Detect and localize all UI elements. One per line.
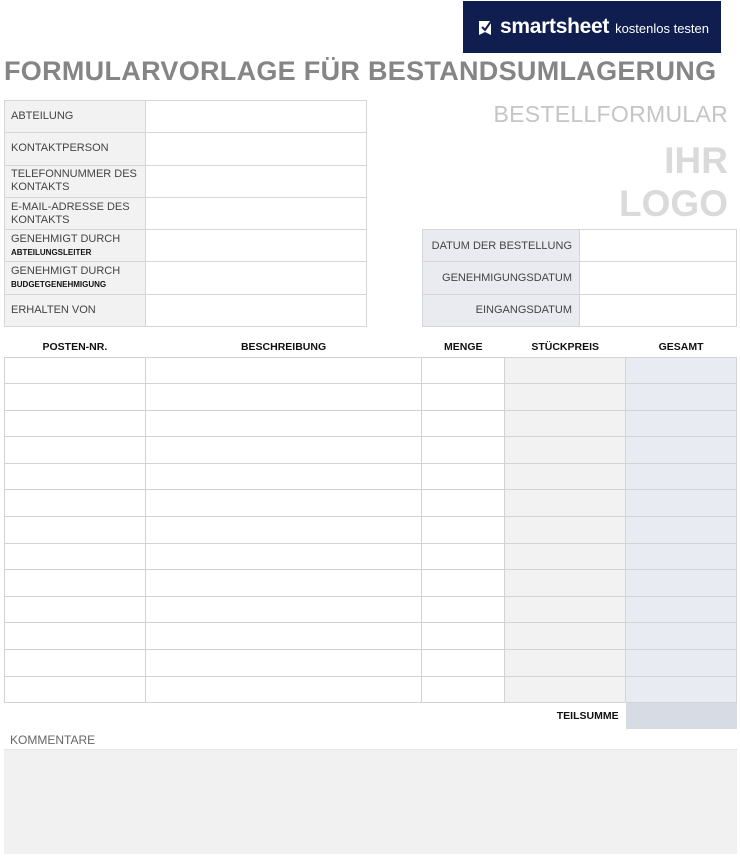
table-cell[interactable]: [422, 676, 505, 703]
table-cell[interactable]: [626, 650, 737, 677]
table-cell[interactable]: [5, 463, 146, 490]
table-cell[interactable]: [505, 543, 626, 570]
table-cell[interactable]: [5, 517, 146, 544]
table-cell[interactable]: [422, 623, 505, 650]
info-row: [5, 101, 367, 133]
info-label-text: TELEFONNUMMER DES KONTAKTS: [11, 168, 137, 194]
date-value-field[interactable]: [580, 230, 737, 262]
table-cell[interactable]: [505, 410, 626, 437]
column-header: POSTEN-NR.: [42, 341, 108, 354]
form-type-label: BESTELLFORMULAR: [493, 101, 728, 127]
table-cell[interactable]: [145, 357, 422, 384]
info-value-field[interactable]: [146, 262, 367, 294]
column-header: BESCHREIBUNG: [240, 341, 327, 354]
table-cell[interactable]: [505, 676, 626, 703]
info-label: [5, 230, 146, 262]
column-header: MENGE: [444, 341, 483, 354]
info-sublabel: BUDGETGENEHMIGUNG: [11, 280, 107, 290]
table-cell[interactable]: [145, 676, 422, 703]
info-value-field[interactable]: [146, 165, 367, 197]
logo-placeholder-line1: IHR: [664, 140, 728, 181]
info-row: [5, 294, 367, 326]
table-row: [5, 676, 737, 703]
info-label: [5, 133, 146, 165]
table-cell[interactable]: [505, 490, 626, 517]
table-cell[interactable]: [5, 410, 146, 437]
table-cell[interactable]: [145, 437, 422, 464]
table-row: [5, 517, 737, 544]
table-cell[interactable]: [505, 463, 626, 490]
logo-placeholder-line2: LOGO: [619, 183, 728, 224]
table-cell[interactable]: [505, 570, 626, 597]
table-cell[interactable]: [505, 384, 626, 411]
brand-name: smartsheet: [500, 15, 610, 38]
table-cell[interactable]: [145, 410, 422, 437]
table-row: [5, 490, 737, 517]
info-label-text: E-MAIL-ADRESSE DES KONTAKTS: [11, 200, 130, 226]
date-row: [423, 294, 737, 326]
table-row: [5, 650, 737, 677]
info-value-field[interactable]: [146, 197, 367, 229]
table-cell[interactable]: [626, 570, 737, 597]
table-cell[interactable]: [5, 623, 146, 650]
info-row: [5, 165, 367, 197]
dates-table: [422, 229, 737, 327]
table-cell[interactable]: [626, 357, 737, 384]
table-row: [5, 596, 737, 623]
table-cell[interactable]: [5, 596, 146, 623]
table-cell[interactable]: [626, 596, 737, 623]
info-label-text: ERHALTEN VON: [11, 303, 96, 316]
smartsheet-banner[interactable]: [463, 1, 721, 53]
comments-field[interactable]: [4, 749, 737, 854]
table-cell[interactable]: [5, 384, 146, 411]
subtotal-value[interactable]: [626, 703, 737, 730]
info-label-text: GENEHMIGT DURCH: [11, 232, 121, 245]
table-row: [5, 623, 737, 650]
table-cell[interactable]: [626, 463, 737, 490]
info-label: [5, 165, 146, 197]
table-row: [5, 463, 737, 490]
table-cell[interactable]: [422, 596, 505, 623]
table-cell[interactable]: [5, 490, 146, 517]
info-value-field[interactable]: [146, 133, 367, 165]
table-cell[interactable]: [5, 570, 146, 597]
page-title: FORMULARVORLAGE FÜR BESTANDSUMLAGERUNG: [4, 56, 717, 86]
table-cell[interactable]: [422, 384, 505, 411]
info-label: [5, 262, 146, 294]
date-label: GENEHMIGUNGSDATUM: [423, 262, 580, 294]
table-cell[interactable]: [422, 410, 505, 437]
info-value-field[interactable]: [146, 230, 367, 262]
table-cell[interactable]: [422, 570, 505, 597]
table-cell[interactable]: [626, 437, 737, 464]
date-row: [423, 262, 737, 294]
table-cell[interactable]: [145, 463, 422, 490]
date-label: DATUM DER BESTELLUNG: [423, 230, 580, 262]
table-cell[interactable]: [422, 490, 505, 517]
date-value-field[interactable]: [580, 294, 737, 326]
date-value-field[interactable]: [580, 262, 737, 294]
date-label: EINGANGSDATUM: [423, 294, 580, 326]
table-cell[interactable]: [422, 357, 505, 384]
smartsheet-logo-icon: [479, 19, 493, 35]
table-cell[interactable]: [5, 357, 146, 384]
info-label-text: KONTAKTPERSON: [11, 142, 109, 155]
info-label-text: ABTEILUNG: [11, 110, 74, 123]
info-row: [5, 262, 367, 294]
table-cell[interactable]: [626, 490, 737, 517]
info-value-field[interactable]: [146, 294, 367, 326]
table-cell[interactable]: [145, 596, 422, 623]
table-cell[interactable]: [505, 650, 626, 677]
table-cell[interactable]: [505, 357, 626, 384]
column-header: STÜCKPREIS: [531, 341, 600, 354]
table-row: [5, 543, 737, 570]
table-row: [5, 357, 737, 384]
info-row: [5, 230, 367, 262]
date-row: [423, 230, 737, 262]
column-header: GESAMT: [658, 341, 704, 354]
table-cell[interactable]: [505, 596, 626, 623]
table-row: [5, 437, 737, 464]
table-cell[interactable]: [626, 623, 737, 650]
table-cell[interactable]: [5, 543, 146, 570]
table-cell[interactable]: [145, 650, 422, 677]
table-row: [5, 384, 737, 411]
table-cell[interactable]: [145, 543, 422, 570]
table-cell[interactable]: [5, 650, 146, 677]
items-table: [4, 338, 737, 729]
table-cell[interactable]: [5, 676, 146, 703]
table-cell[interactable]: [505, 517, 626, 544]
table-cell[interactable]: [626, 384, 737, 411]
comments-label: KOMMENTARE: [10, 733, 96, 747]
table-cell[interactable]: [505, 437, 626, 464]
info-label: [5, 101, 146, 133]
table-cell[interactable]: [422, 463, 505, 490]
contact-info-table: [4, 100, 367, 327]
subtotal-label: TEILSUMME: [556, 710, 619, 723]
table-row: [5, 410, 737, 437]
info-value-field[interactable]: [146, 101, 367, 133]
info-row: [5, 197, 367, 229]
info-label: [5, 294, 146, 326]
table-cell[interactable]: [145, 490, 422, 517]
info-row: [5, 133, 367, 165]
table-cell[interactable]: [145, 517, 422, 544]
free-trial-link[interactable]: kostenlos testen: [615, 21, 710, 36]
table-cell[interactable]: [5, 437, 146, 464]
table-cell[interactable]: [145, 384, 422, 411]
table-cell[interactable]: [626, 676, 737, 703]
table-cell[interactable]: [505, 623, 626, 650]
table-cell[interactable]: [626, 517, 737, 544]
table-cell[interactable]: [145, 570, 422, 597]
info-label-text: GENEHMIGT DURCH: [11, 265, 121, 278]
table-row: [5, 570, 737, 597]
table-cell[interactable]: [422, 650, 505, 677]
table-cell[interactable]: [422, 517, 505, 544]
subtotal-row: [5, 703, 737, 730]
info-sublabel: ABTEILUNGSLEITER: [11, 247, 92, 257]
table-cell[interactable]: [422, 437, 505, 464]
info-label: [5, 197, 146, 229]
table-cell[interactable]: [145, 623, 422, 650]
table-cell[interactable]: [626, 410, 737, 437]
table-cell[interactable]: [626, 543, 737, 570]
table-cell[interactable]: [422, 543, 505, 570]
